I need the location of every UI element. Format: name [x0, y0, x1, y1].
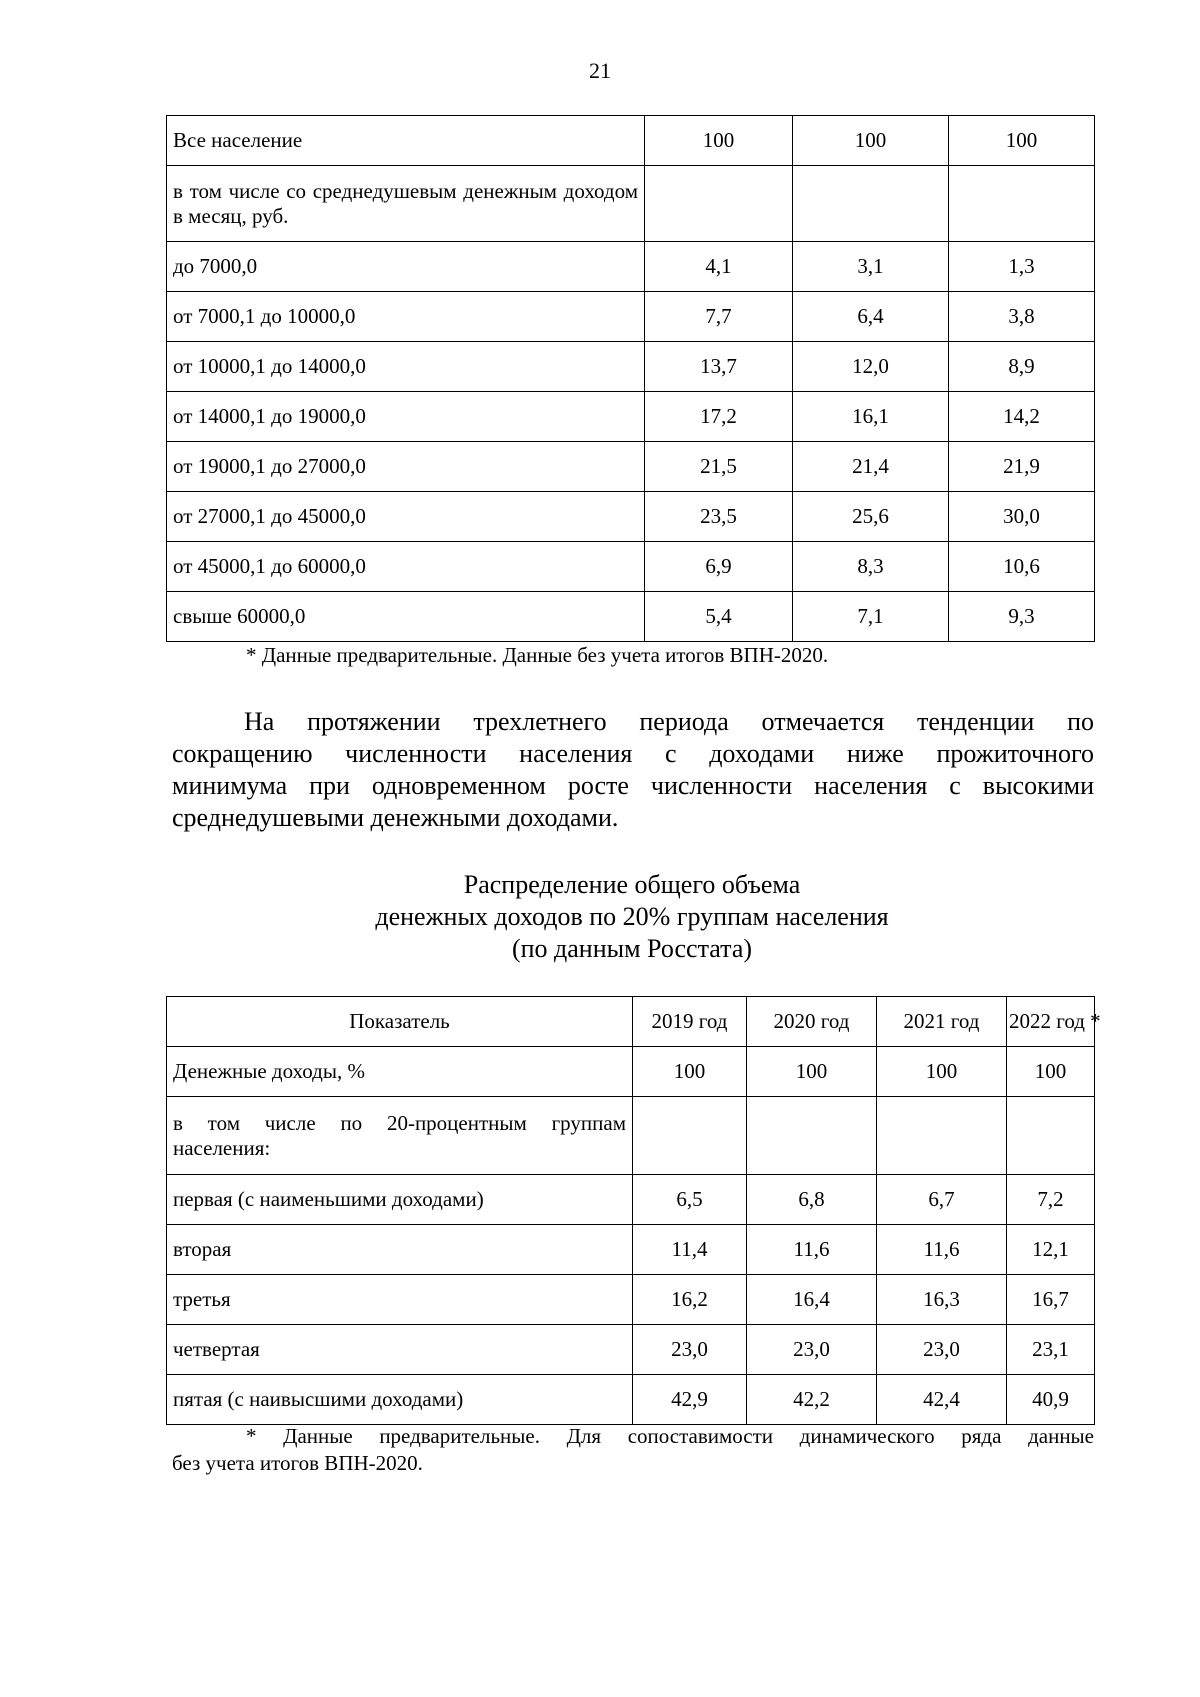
income-distribution-table	[166, 115, 1095, 642]
row-label: Все население	[167, 116, 645, 166]
table-row	[167, 242, 1095, 292]
row-label: в том числе по 20-процентным группам населения:	[167, 1097, 633, 1175]
footnote-line: * Данные предварительные. Для сопоставимости динамического ряда данные	[246, 1424, 1094, 1448]
cell-value: 100	[1007, 1047, 1095, 1097]
paragraph-line: среднедушевыми денежными доходами.	[172, 803, 619, 832]
cell-value: 5,4	[645, 592, 793, 642]
table-row	[167, 1175, 1095, 1225]
column-header: Показатель	[167, 997, 633, 1047]
cell-value	[1007, 1097, 1095, 1175]
footnote-line: без учета итогов ВПН-2020.	[172, 1451, 423, 1475]
cell-value: 42,4	[877, 1375, 1007, 1425]
row-label: четвертая	[167, 1325, 633, 1375]
cell-value: 16,4	[747, 1275, 877, 1325]
cell-value: 11,4	[633, 1225, 747, 1275]
cell-value: 8,3	[793, 542, 949, 592]
table-header-row	[167, 997, 1095, 1047]
column-header: 2022 год *	[1007, 997, 1095, 1047]
column-header: 2020 год	[747, 997, 877, 1047]
cell-value: 100	[747, 1047, 877, 1097]
row-label: до 7000,0	[167, 242, 645, 292]
table-row	[167, 342, 1095, 392]
cell-value: 16,3	[877, 1275, 1007, 1325]
column-header: 2021 год	[877, 997, 1007, 1047]
cell-value	[949, 166, 1095, 242]
table-row	[167, 1097, 1095, 1175]
row-label: в том числе со среднедушевым денежным доходом в месяц, руб.	[167, 166, 645, 242]
cell-value	[877, 1097, 1007, 1175]
cell-value: 7,1	[793, 592, 949, 642]
row-label: свыше 60000,0	[167, 592, 645, 642]
heading-line: (по данным Росстата)	[511, 934, 753, 963]
cell-value: 21,4	[793, 442, 949, 492]
cell-value: 3,8	[949, 292, 1095, 342]
row-label: от 19000,1 до 27000,0	[167, 442, 645, 492]
row-label: от 10000,1 до 14000,0	[167, 342, 645, 392]
cell-value: 14,2	[949, 392, 1095, 442]
cell-value: 23,0	[747, 1325, 877, 1375]
cell-value: 11,6	[877, 1225, 1007, 1275]
column-header: 2019 год	[633, 997, 747, 1047]
cell-value: 100	[793, 116, 949, 166]
cell-value: 42,9	[633, 1375, 747, 1425]
cell-value: 16,7	[1007, 1275, 1095, 1325]
heading-line: Распределение общего объема	[463, 870, 801, 899]
cell-value: 9,3	[949, 592, 1095, 642]
cell-value: 23,0	[877, 1325, 1007, 1375]
table-row	[167, 392, 1095, 442]
table-row	[167, 1275, 1095, 1325]
cell-value: 21,9	[949, 442, 1095, 492]
cell-value: 16,1	[793, 392, 949, 442]
table-row	[167, 292, 1095, 342]
cell-value: 6,9	[645, 542, 793, 592]
paragraph-line: На протяжении трехлетнего периода отмечается тенденции по	[244, 707, 1094, 736]
table-row	[167, 1325, 1095, 1375]
income-quintile-table	[166, 996, 1101, 1425]
cell-value: 6,5	[633, 1175, 747, 1225]
row-label: от 45000,1 до 60000,0	[167, 542, 645, 592]
cell-value: 6,4	[793, 292, 949, 342]
cell-value: 3,1	[793, 242, 949, 292]
cell-value: 1,3	[949, 242, 1095, 292]
body-paragraph	[172, 706, 1094, 834]
cell-value	[645, 166, 793, 242]
cell-value: 25,6	[793, 492, 949, 542]
row-label: первая (с наименьшими доходами)	[167, 1175, 633, 1225]
cell-value: 4,1	[645, 242, 793, 292]
cell-value	[747, 1097, 877, 1175]
cell-value: 30,0	[949, 492, 1095, 542]
cell-value: 8,9	[949, 342, 1095, 392]
table-row	[167, 592, 1095, 642]
row-label: вторая	[167, 1225, 633, 1275]
row-label: от 14000,1 до 19000,0	[167, 392, 645, 442]
paragraph-line: сокращению численности населения с доходами ниже прожиточного	[172, 739, 1094, 768]
cell-value: 21,5	[645, 442, 793, 492]
cell-value: 100	[645, 116, 793, 166]
table-row	[167, 166, 1095, 242]
cell-value: 100	[877, 1047, 1007, 1097]
cell-value: 7,7	[645, 292, 793, 342]
cell-value: 100	[633, 1047, 747, 1097]
cell-value: 12,1	[1007, 1225, 1095, 1275]
cell-value: 12,0	[793, 342, 949, 392]
table-row	[167, 1047, 1095, 1097]
table-row	[167, 442, 1095, 492]
table-row	[167, 1225, 1095, 1275]
cell-value	[793, 166, 949, 242]
cell-value: 23,1	[1007, 1325, 1095, 1375]
cell-value: 17,2	[645, 392, 793, 442]
table2-heading	[0, 869, 1200, 965]
table2-footnote	[172, 1423, 1094, 1477]
row-label: Денежные доходы, %	[167, 1047, 633, 1097]
cell-value: 40,9	[1007, 1375, 1095, 1425]
cell-value: 11,6	[747, 1225, 877, 1275]
paragraph-line: минимума при одновременном росте численности населения с высокими	[172, 771, 1094, 800]
table-row	[167, 492, 1095, 542]
table-row	[167, 1375, 1095, 1425]
cell-value: 6,8	[747, 1175, 877, 1225]
table1-footnote: * Данные предварительные. Данные без учета итогов ВПН-2020.	[246, 643, 829, 667]
cell-value: 23,5	[645, 492, 793, 542]
row-label: от 7000,1 до 10000,0	[167, 292, 645, 342]
row-label: от 27000,1 до 45000,0	[167, 492, 645, 542]
cell-value: 6,7	[877, 1175, 1007, 1225]
cell-value: 13,7	[645, 342, 793, 392]
table-row	[167, 116, 1095, 166]
cell-value: 7,2	[1007, 1175, 1095, 1225]
cell-value: 16,2	[633, 1275, 747, 1325]
cell-value: 100	[949, 116, 1095, 166]
cell-value: 10,6	[949, 542, 1095, 592]
table-row	[167, 542, 1095, 592]
cell-value: 23,0	[633, 1325, 747, 1375]
cell-value	[633, 1097, 747, 1175]
page-number: 21	[589, 58, 611, 83]
cell-value: 42,2	[747, 1375, 877, 1425]
row-label: третья	[167, 1275, 633, 1325]
heading-line: денежных доходов по 20% группам населения	[375, 902, 889, 931]
row-label: пятая (с наивысшими доходами)	[167, 1375, 633, 1425]
